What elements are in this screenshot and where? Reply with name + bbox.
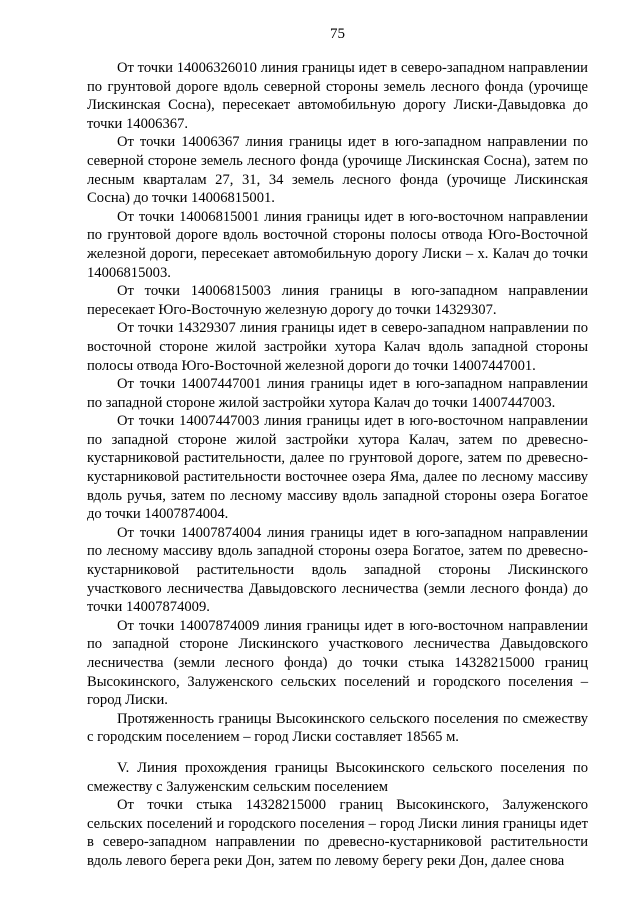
paragraph: От точки 14006326010 линия границы идет в северо-западном направлении по грунтовой дороге вдоль северной стороны земель лесного фонда (урочище Лискинская Сосна), пересекает автомобильную дорогу Лиски-Давыдовка до точки 14006367. bbox=[87, 60, 588, 132]
paragraph: От точки 14006815003 линия границы в юго-западном направлении пересекает Юго-Восточную железную дорогу до точки 14329307. bbox=[87, 283, 588, 318]
paragraph: От точки 14006367 линия границы идет в юго-западном направлении по северной стороне земель лесного фонда (урочище Лискинская Сосна), затем по лесным кварталам 27, 31, 34 земель лесного фонда (урочище Лискинская Сосна) до точки 14006815001. bbox=[87, 134, 588, 207]
paragraph: От точки 14007874004 линия границы идет в юго-западном направлении по лесному массиву вдоль западной стороны озера Богатое, затем по древесно-кустарниковой растительности вдоль западной стороны Лискинского участкового лесничества Давыдовского лесничества (земли лесного фонда) до точки 14007874009. bbox=[87, 524, 588, 616]
paragraph: От точки 14006815001 линия границы идет в юго-восточном направлении по грунтовой дороге вдоль восточной стороны полосы отвода Юго-Восточной железной дороги, пересекает автомобильную дорогу Лиски – х. Калач до точки 14006815003. bbox=[87, 208, 588, 281]
paragraph: От точки 14007447003 линия границы идет в юго-восточном направлении по западной стороне жилой застройки хутора Калач, затем по древесно-кустарниковой растительности, далее по грунтовой дороге, затем по древесно-кустарниковой растительности восточнее озера Яма, далее по лесному массиву вдоль ручья, затем по лесному массиву вдоль западной стороны озера Богатое до точки 14007874004. bbox=[87, 413, 588, 523]
paragraph: От точки стыка 14328215000 границ Высокинского, Залуженского сельских поселений и городского поселения – город Лиски линия границы идет в северо-западном направлении по древесно-кустарниковой растительности вдоль левого берега реки Дон, затем по левому берегу реки Дон, далее снова bbox=[87, 797, 588, 869]
section-heading: V. Линия прохождения границы Высокинского сельского поселения по смежеству с Залуженским сельским поселением bbox=[87, 759, 588, 795]
summary-paragraph: Протяженность границы Высокинского сельского поселения по смежеству с городским поселением – город Лиски составляет 18565 м. bbox=[87, 710, 588, 746]
spacer bbox=[87, 747, 588, 759]
paragraph: От точки 14007447001 линия границы идет в юго-западном направлении по западной стороне жилой застройки хутора Калач до точки 14007447003. bbox=[87, 376, 588, 411]
page-number: 75 bbox=[330, 26, 345, 42]
paragraph: От точки 14329307 линия границы идет в северо-западном направлении по восточной стороне жилой застройки хутора Калач вдоль западной стороны полосы отвода Юго-Восточной железной дороги до точки 14007447001. bbox=[87, 320, 588, 374]
paragraph: От точки 14007874009 линия границы идет в юго-восточном направлении по западной стороне Лискинского участкового лесничества Давыдовского лесничества (земли лесного фонда) до точки стыка 14328215000 границ Высокинского, Залуженского сельских поселений и городского поселения – город Лиски. bbox=[87, 617, 588, 709]
